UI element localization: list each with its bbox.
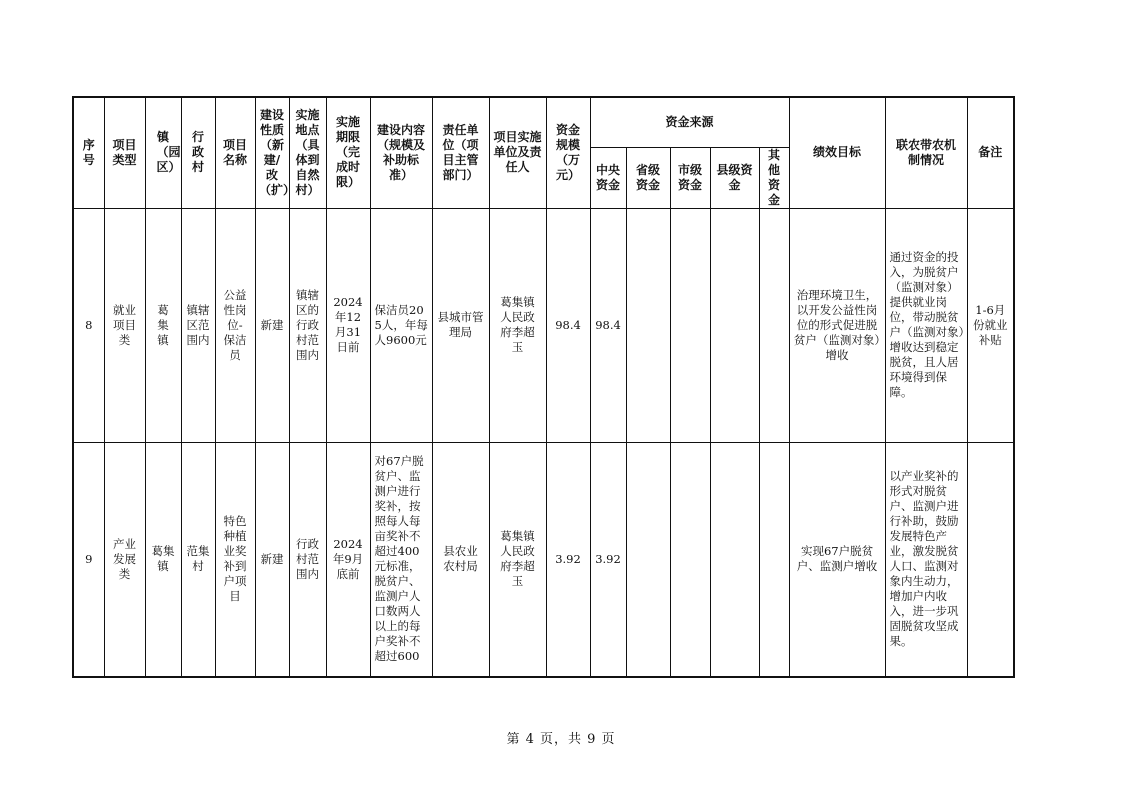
- cell-other: [759, 442, 789, 677]
- header-village: 行政村: [181, 97, 215, 208]
- cell-village: 镇辖区范围内: [181, 208, 215, 442]
- header-fund-scale: 资金规模（万元）: [546, 97, 590, 208]
- page-number: 第 4 页，共 9 页: [506, 732, 616, 747]
- cell-nature: 新建: [255, 208, 289, 442]
- cell-type: 就业项目类: [104, 208, 145, 442]
- table-row: [73, 442, 1014, 677]
- cell-goal: 实现67户脱贫户、监测户增收: [789, 442, 885, 677]
- cell-central: 98.4: [590, 208, 626, 442]
- cell-town: 葛集镇: [145, 208, 181, 442]
- cell-city: [670, 208, 710, 442]
- cell-central: 3.92: [590, 442, 626, 677]
- header-fund-source: 资金来源: [590, 97, 789, 147]
- cell-deadline: 2024年9月底前: [326, 442, 370, 677]
- header-town: 镇（园区）: [145, 97, 181, 208]
- header-central: 中央资金: [590, 147, 626, 208]
- cell-provincial: [626, 208, 670, 442]
- header-seq: 序号: [73, 97, 104, 208]
- cell-nature: 新建: [255, 442, 289, 677]
- cell-provincial: [626, 442, 670, 677]
- project-table: [72, 96, 1015, 678]
- cell-type: 产业发展类: [104, 442, 145, 677]
- header-provincial: 省级资金: [626, 147, 670, 208]
- cell-content: 保洁员205人，年每人9600元: [370, 208, 432, 442]
- table-row: [73, 208, 1014, 442]
- cell-impl-unit: 葛集镇人民政府李超玉: [489, 442, 546, 677]
- header-remark: 备注: [967, 97, 1014, 208]
- cell-seq: 8: [73, 208, 104, 442]
- cell-remark: [967, 442, 1014, 677]
- cell-fund-scale: 3.92: [546, 442, 590, 677]
- cell-seq: 9: [73, 442, 104, 677]
- cell-resp-unit: 县农业农村局: [432, 442, 489, 677]
- cell-town: 葛集镇: [145, 442, 181, 677]
- header-name: 项目名称: [215, 97, 255, 208]
- header-city: 市级资金: [670, 147, 710, 208]
- cell-fund-scale: 98.4: [546, 208, 590, 442]
- cell-city: [670, 442, 710, 677]
- header-mechanism: 联农带农机制情况: [885, 97, 967, 208]
- cell-other: [759, 208, 789, 442]
- header-location: 实施地点（具体到自然村）: [289, 97, 326, 208]
- cell-county: [710, 208, 759, 442]
- cell-county: [710, 442, 759, 677]
- cell-goal: 治理环境卫生，以开发公益性岗位的形式促进脱贫户（监测对象）增收: [789, 208, 885, 442]
- cell-impl-unit: 葛集镇人民政府李超玉: [489, 208, 546, 442]
- header-other: 其他资金: [759, 147, 789, 208]
- cell-location: 镇辖区的行政村范围内: [289, 208, 326, 442]
- cell-name: 公益性岗位-保洁员: [215, 208, 255, 442]
- header-nature: 建设性质（新建/改（扩）: [255, 97, 289, 208]
- cell-resp-unit: 县城市管理局: [432, 208, 489, 442]
- cell-content: 对67户脱贫户、监测户进行奖补，按照每人每亩奖补不超过400元标准，脱贫户、监测户人口数两人以上的每户奖补不超过600: [370, 442, 432, 677]
- header-county: 县级资金: [710, 147, 759, 208]
- cell-remark: 1-6月份就业补贴: [967, 208, 1014, 442]
- header-resp-unit: 责任单位（项目主管部门）: [432, 97, 489, 208]
- cell-village: 范集村: [181, 442, 215, 677]
- cell-mechanism: 以产业奖补的形式对脱贫户、监测户进行补助，鼓励发展特色产业，激发脱贫人口、监测对象内生动力，增加户内收入，进一步巩固脱贫攻坚成果。: [885, 442, 967, 677]
- header-content: 建设内容（规模及补助标准）: [370, 97, 432, 208]
- header-deadline: 实施期限（完成时限）: [326, 97, 370, 208]
- header-type: 项目类型: [104, 97, 145, 208]
- header-goal: 绩效目标: [789, 97, 885, 208]
- cell-mechanism: 通过资金的投入，为脱贫户（监测对象）提供就业岗位，带动脱贫户（监测对象）增收达到稳定脱贫，且人居环境得到保障。: [885, 208, 967, 442]
- header-impl-unit: 项目实施单位及责任人: [489, 97, 546, 208]
- cell-name: 特色种植业奖补到户项目: [215, 442, 255, 677]
- cell-location: 行政村范围内: [289, 442, 326, 677]
- cell-deadline: 2024年12月31日前: [326, 208, 370, 442]
